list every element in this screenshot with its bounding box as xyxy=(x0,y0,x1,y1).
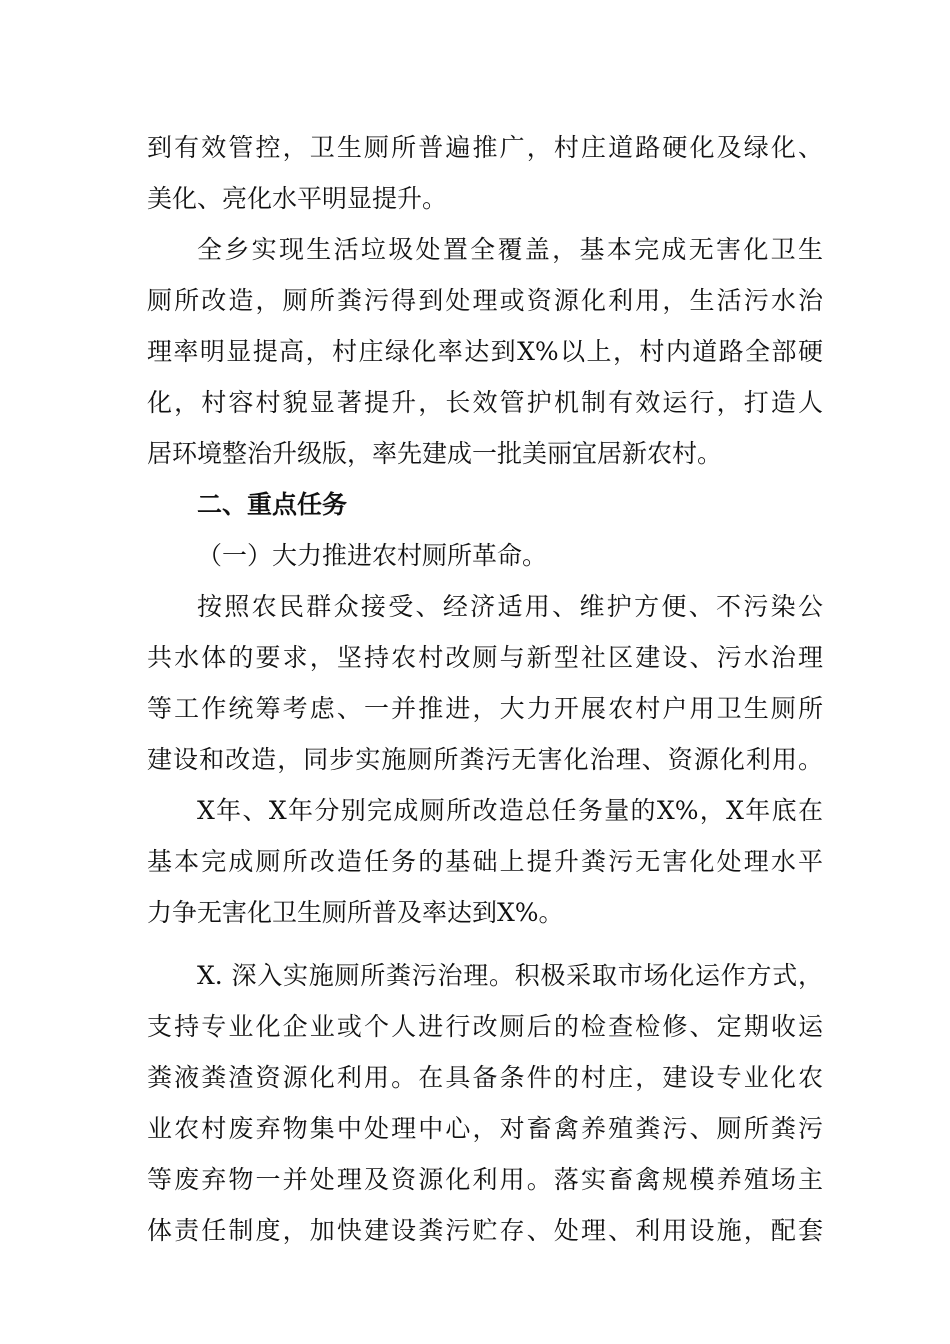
text-line: 化，村容村貌显著提升，长效管护机制有效运行，打造人 xyxy=(147,388,823,417)
text-line: 美化、亮化水平明显提升。 xyxy=(147,184,448,213)
subsection-heading: （一）大力推进农村厕所革命。 xyxy=(197,541,548,570)
text-line: 业农村废弃物集中处理中心，对畜禽养殖粪污、厕所粪污 xyxy=(147,1114,823,1143)
paragraph-gap xyxy=(147,938,823,950)
text-line: 等废弃物一并处理及资源化利用。落实畜禽规模养殖场主 xyxy=(147,1165,823,1194)
text-line: 等工作统筹考虑、一并推进，大力开展农村户用卫生厕所 xyxy=(147,694,823,723)
text-line: 到有效管控，卫生厕所普遍推广，村庄道路硬化及绿化、 xyxy=(147,133,823,162)
section-heading: 二、重点任务 xyxy=(197,490,348,519)
text-line: 基本完成厕所改造任务的基础上提升粪污无害化处理水平 xyxy=(147,847,823,876)
text-line: 支持专业化企业或个人进行改厕后的检查检修、定期收运 xyxy=(147,1012,823,1041)
text-line: 厕所改造，厕所粪污得到处理或资源化利用，生活污水治 xyxy=(147,286,823,315)
text-line: 粪液粪渣资源化利用。在具备条件的村庄，建设专业化农 xyxy=(147,1063,823,1092)
document-body xyxy=(147,122,823,1256)
text-line: 力争无害化卫生厕所普及率达到X%。 xyxy=(147,898,564,927)
text-line: 理率明显提高，村庄绿化率达到X%以上，村内道路全部硬 xyxy=(147,337,823,366)
paragraph-first-line: 按照农民群众接受、经济适用、维护方便、不污染公 xyxy=(197,592,823,621)
text-line: 体责任制度，加快建设粪污贮存、处理、利用设施，配套 xyxy=(147,1216,823,1245)
paragraph-first-line: X. 深入实施厕所粪污治理。积极采取市场化运作方式， xyxy=(197,961,823,990)
text-line: 共水体的要求，坚持农村改厕与新型社区建设、污水治理 xyxy=(147,643,823,672)
text-line: 建设和改造，同步实施厕所粪污无害化治理、资源化利用。 xyxy=(147,745,823,774)
paragraph-first-line: 全乡实现生活垃圾处置全覆盖，基本完成无害化卫生 xyxy=(197,235,823,264)
text-line: 居环境整治升级版，率先建成一批美丽宜居新农村。 xyxy=(147,439,723,468)
paragraph-first-line: X年、X年分别完成厕所改造总任务量的X%，X年底在 xyxy=(197,796,823,825)
